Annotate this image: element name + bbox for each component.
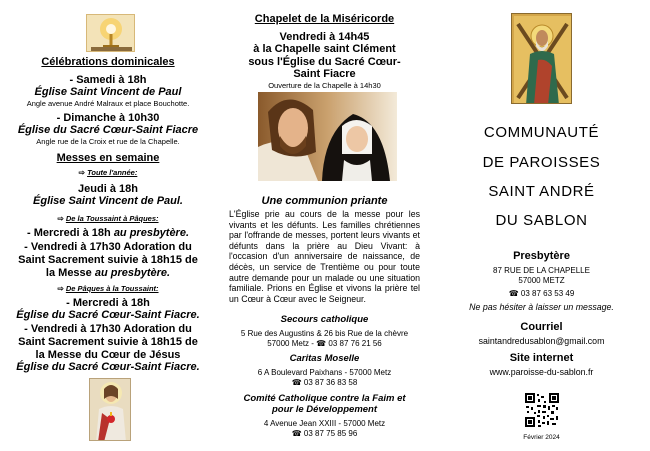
site-url[interactable]: www.paroisse-du-sablon.fr xyxy=(489,367,594,377)
chapelet-line4: Saint Fiacre xyxy=(293,68,356,80)
secours-city-phone: 57000 Metz - ☎ 03 87 76 21 56 xyxy=(267,339,382,348)
secours-title: Secours catholique xyxy=(280,314,369,325)
friday-summer-line3: la Messe du Cœur de Jésus xyxy=(35,349,181,361)
presbytere-address: 87 RUE DE LA CHAPELLE xyxy=(493,266,590,275)
title-line3: SAINT ANDRÉ xyxy=(488,183,595,200)
phone-icon: ☎ xyxy=(291,429,302,438)
arrow-icon: ⇨ xyxy=(78,168,85,177)
ccfd-title-line1: Comité Catholique contre la Faim et xyxy=(243,393,406,404)
column-cover xyxy=(433,0,650,451)
qr-code[interactable] xyxy=(524,392,560,428)
saturday-church: Église Saint Vincent de Paul xyxy=(34,86,182,98)
presbytere-city: 57000 METZ xyxy=(518,276,565,285)
sunday-church: Église du Sacré Cœur-Saint Fiacre xyxy=(17,124,199,136)
friday-winter-line1: - Vendredi à 17h30 Adoration du xyxy=(24,241,192,253)
presbytere-note: Ne pas hésiter à laisser un message. xyxy=(469,302,614,312)
phone-icon: ☎ xyxy=(508,289,519,298)
friday-summer-place: Église du Sacré Cœur-Saint Fiacre. xyxy=(16,361,200,373)
site-title: Site internet xyxy=(509,352,574,364)
monstrance-image xyxy=(86,14,135,52)
title-line2: DE PAROISSES xyxy=(482,154,601,171)
presbytere-title: Presbytère xyxy=(513,250,570,262)
chapelet-line1: Vendredi à 14h45 xyxy=(279,31,370,43)
sacred-heart-image xyxy=(89,378,131,441)
thursday-church: Église Saint Vincent de Paul. xyxy=(33,195,183,207)
column-masses xyxy=(0,0,216,451)
column-prayer xyxy=(216,0,433,451)
saint-andrew-image xyxy=(511,13,572,104)
divine-mercy-image xyxy=(258,92,397,181)
ccfd-phone: ☎ 03 87 75 85 96 xyxy=(291,429,358,438)
arrow-icon: ⇨ xyxy=(57,214,64,223)
friday-summer-line2: Saint Sacrement suivie à 18h15 de xyxy=(18,336,198,348)
chapelet-opening: Ouverture de la Chapelle à 14h30 xyxy=(268,81,381,90)
sunday-title: Célébrations dominicales xyxy=(41,56,175,68)
title-line4: DU SABLON xyxy=(495,212,588,229)
caritas-phone: ☎ 03 87 36 83 58 xyxy=(291,378,358,387)
chapelet-line2: à la Chapelle saint Clément xyxy=(253,43,396,55)
ccfd-address: 4 Avenue Jean XXIII - 57000 Metz xyxy=(263,419,386,428)
ccfd-title-line2: pour le Développement xyxy=(271,404,378,415)
courriel-address[interactable]: saintandredusablon@gmail.com xyxy=(478,336,605,346)
friday-winter-line2: Saint Sacrement suivie à 18h15 de xyxy=(18,254,198,266)
sunday-address: Angle rue de la Croix et rue de la Chapelle. xyxy=(36,137,180,146)
communion-text: L'Église prie au cours de la messe pour les vivants et les défunts. Les familles chrétiennes par l'offrande de messes, portent leurs vivants et défunts dans la prière au Dieu Vivant: à l'occasion d'un anniversaire de naissance, de décès, un service de Trentième ou pour toute autre demande pour un malade ou une situation familiale. Prions en Église et vivons la prière tel un Cœur à Cœur avec le Seigneur. xyxy=(229,209,420,304)
paques-toussaint-label: ⇨ De Pâques à la Toussaint: xyxy=(57,284,159,293)
week-title: Messes en semaine xyxy=(56,152,160,164)
chapelet-line3: sous l'Église du Sacré Cœur- xyxy=(248,56,401,68)
wednesday-summer-place: Église du Sacré Cœur-Saint Fiacre. xyxy=(16,309,200,321)
caritas-title: Caritas Moselle xyxy=(289,353,360,364)
all-year-label: ⇨ Toute l'année: xyxy=(78,168,138,177)
arrow-icon: ⇨ xyxy=(57,284,64,293)
caritas-address: 6 A Boulevard Paixhans - 57000 Metz xyxy=(257,368,392,377)
friday-summer-line1: - Vendredi à 17h30 Adoration du xyxy=(24,323,192,335)
sunday-time: - Dimanche à 10h30 xyxy=(56,112,160,124)
wednesday-summer: - Mercredi à 18h xyxy=(66,297,150,309)
publication-date: Février 2024 xyxy=(523,434,560,441)
phone-icon: ☎ xyxy=(316,339,327,348)
phone-icon: ☎ xyxy=(291,378,302,387)
courriel-title: Courriel xyxy=(520,321,563,333)
saturday-address: Angle avenue André Malraux et place Bouchotte. xyxy=(26,99,190,108)
chapelet-title: Chapelet de la Miséricorde xyxy=(254,13,395,25)
friday-winter-line3: la Messe au presbytère. xyxy=(45,267,171,279)
title-line1: COMMUNAUTÉ xyxy=(483,124,600,141)
presbytere-phone: ☎ 03 87 63 53 49 xyxy=(508,289,575,298)
wednesday-winter: - Mercredi à 18h au presbytère. xyxy=(26,227,190,239)
saturday-time: - Samedi à 18h xyxy=(69,74,147,86)
communion-title: Une communion priante xyxy=(261,195,388,207)
secours-address: 5 Rue des Augustins & 26 bis Rue de la chèvre xyxy=(240,329,409,338)
toussaint-paques-label: ⇨ De la Toussaint à Pâques: xyxy=(57,214,159,223)
thursday-time: Jeudi à 18h xyxy=(78,183,138,195)
